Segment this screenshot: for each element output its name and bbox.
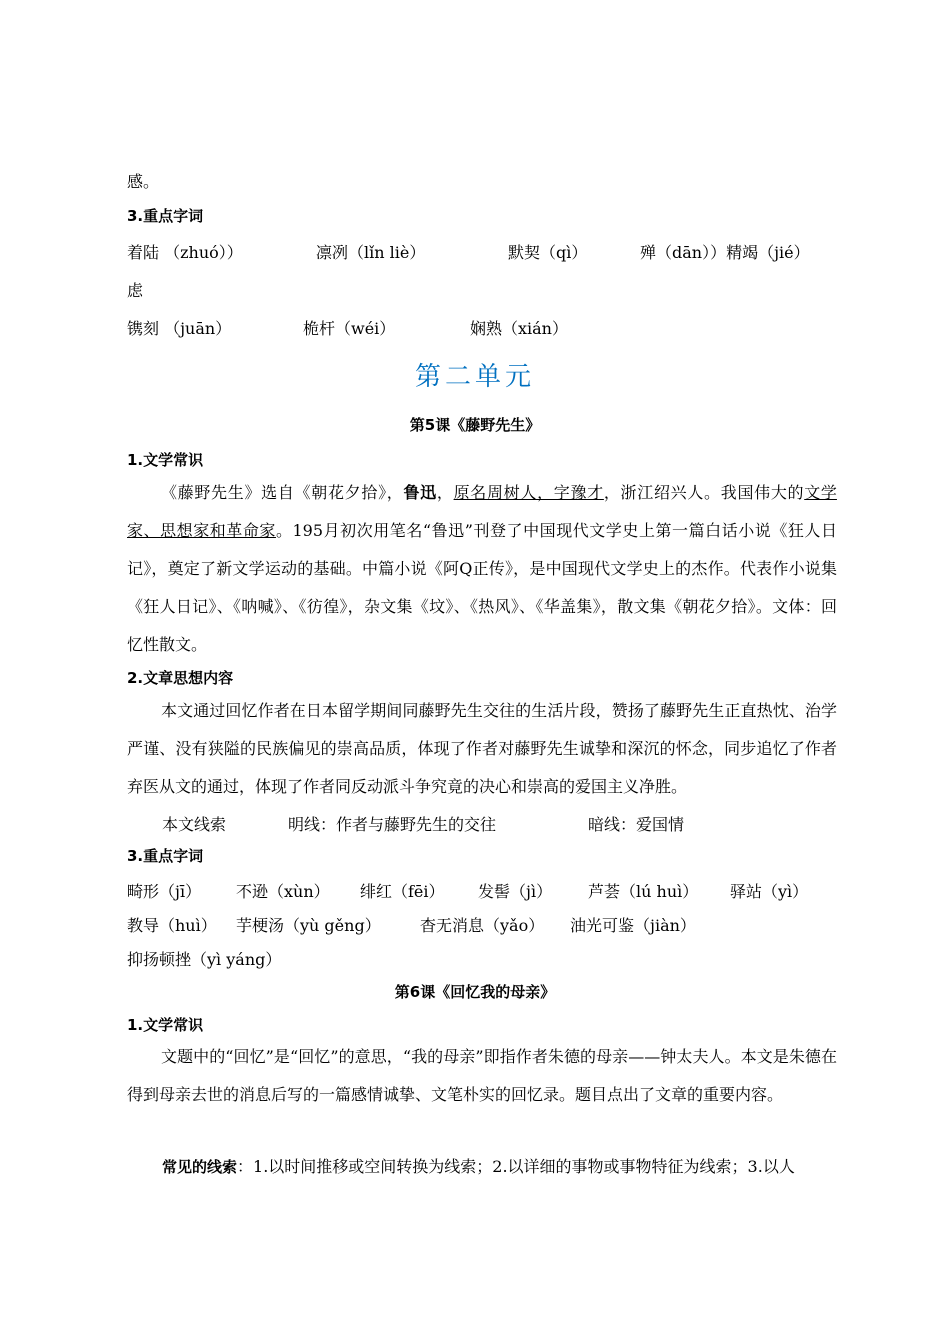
- text-run: 。195月初次用笔名“鲁迅”刊登了中国现代文学史上第一篇白话小说《狂人日记》，奠定了新文学运动的基础。中篇小说《阿Q正传》，是中国现代文学史上的杰作。代表作小说集《狂人日记》、《呐喊》、《彷徨》，杂文集《坟》、《热风》、《华盖集》，散文集《朝花夕拾》。文体：回忆性散文。: [127, 521, 837, 654]
- clue-types-text: ：1.以时间推移或空间转换为线索；2.以详细的事物或事物特征为线索；3.以人: [237, 1157, 795, 1176]
- section-heading-literary-knowledge: 1.文学常识: [127, 451, 204, 469]
- lesson-title: 第5课《藤野先生》: [409, 416, 541, 434]
- word-item: 娴熟（xián）: [470, 319, 568, 338]
- word-item: 桅杆（wéi）: [303, 319, 396, 338]
- text-run: 《藤野先生》选自《朝花夕拾》，: [161, 483, 404, 502]
- underlined-text: 原名周树人，字豫才: [453, 483, 604, 502]
- word-item: 芋梗汤（yù gěng）: [236, 916, 381, 935]
- word-item: 着陆 （zhuó））: [127, 243, 243, 262]
- word-item: 芦荟（lú huì）: [588, 882, 699, 901]
- word-item: 畸形（jī）: [127, 882, 202, 901]
- word-item: 教导（huì）: [127, 916, 217, 935]
- word-item: 绯红（fēi）: [360, 882, 445, 901]
- word-item-wrap: 虑: [127, 281, 144, 300]
- clue-types-line: [162, 1157, 795, 1177]
- top-fragment: 感。: [127, 172, 160, 191]
- clue-dark: 暗线：爱国情: [588, 815, 685, 834]
- section-heading-key-words: 3.重点字词: [127, 207, 204, 225]
- section-heading-content: 2.文章思想内容: [127, 669, 234, 687]
- word-item: 默契（qì）: [508, 243, 588, 262]
- section-heading-literary-knowledge: 1.文学常识: [127, 1016, 204, 1034]
- unit-title: 第二单元: [414, 362, 535, 392]
- word-item: 油光可鉴（jiàn）: [570, 916, 696, 935]
- word-item: 杳无消息（yǎo）: [420, 916, 545, 935]
- lesson-title: 第6课《回忆我的母亲》: [394, 983, 556, 1001]
- literary-knowledge-paragraph: [127, 1038, 837, 1114]
- clue-types-label: 常见的线索: [162, 1158, 238, 1176]
- text-run: ，浙江绍兴人。我国伟大的: [603, 483, 805, 502]
- clue-bright: 明线：作者与藤野先生的交往: [288, 815, 497, 834]
- word-item: 发髻（jì）: [478, 882, 553, 901]
- clue-label: 本文线索: [162, 815, 227, 834]
- content-text: 本文通过回忆作者在日本留学期间同藤野先生交往的生活片段，赞扬了藤野先生正直热忱、治学严谨、没有狭隘的民族偏见的崇高品质，体现了作者对藤野先生诚挚和深沉的怀念，同步追忆了作者弃医从文的通过，体现了作者同反动派斗争究竟的决心和崇高的爱国主义净胜。: [127, 701, 837, 796]
- word-item: 驿站（yì）: [730, 882, 809, 901]
- literary-knowledge-paragraph: [127, 474, 837, 664]
- text-run: ，: [436, 483, 454, 502]
- underlined-text: 文学家、思想家和革命家: [127, 483, 837, 540]
- content-text: 文题中的“回忆”是“回忆”的意思，“我的母亲”即指作者朱德的母亲——钟太夫人。本文是朱德在得到母亲去世的消息后写的一篇感情诚挚、文笔朴实的回忆录。题目点出了文章的重要内容。: [127, 1047, 837, 1104]
- content-paragraph: [127, 692, 837, 806]
- author-name: 鲁迅: [403, 483, 437, 502]
- word-item: 殚（dān））精竭（jié）: [640, 243, 810, 262]
- section-heading-key-words: 3.重点字词: [127, 847, 204, 865]
- word-item: 抑扬顿挫（yì yáng）: [127, 950, 282, 969]
- word-item: 镌刻 （juān）: [127, 319, 232, 338]
- word-item: 不逊（xùn）: [236, 882, 330, 901]
- word-item: 凛冽（lǐn liè）: [316, 243, 426, 262]
